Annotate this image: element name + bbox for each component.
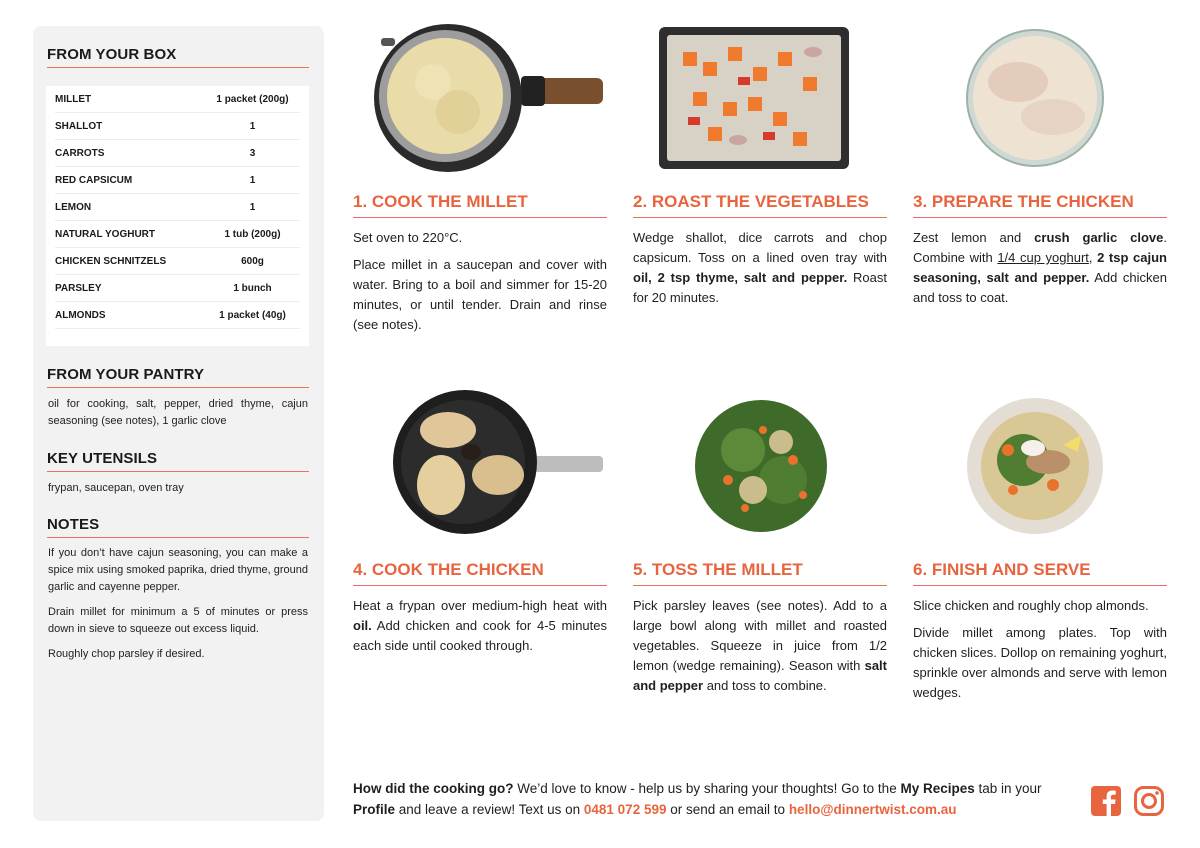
step-2-body — [633, 228, 887, 315]
notes-text — [48, 545, 308, 671]
step-5-text-part: and toss to combine. — [703, 678, 827, 693]
email-link[interactable]: hello@dinnertwist.com.au — [788, 802, 957, 817]
ingredient-name: CARROTS — [55, 147, 105, 159]
step-2-bold-part: oil, 2 tsp thyme, salt and pepper. — [633, 270, 848, 285]
note-item: If you don’t have cajun seasoning, you can make a spice mix using smoked paprika, dried thyme, ground garlic and cayenne pepper. — [48, 547, 308, 593]
step-4-text-part: Add chicken and cook for 4-5 minutes each side until cooked through. — [353, 618, 607, 653]
facebook-icon[interactable] — [1090, 785, 1122, 822]
instagram-icon[interactable] — [1133, 785, 1165, 822]
step-4-text — [353, 596, 607, 656]
ingredient-row — [55, 194, 300, 221]
millet-salad-bowl-photo — [633, 390, 887, 540]
ingredient-row — [55, 302, 300, 329]
note-item: Roughly chop parsley if desired. — [48, 648, 205, 660]
from-your-box-heading: FROM YOUR BOX — [47, 46, 309, 68]
step-3-text-part: Add chicken and toss to coat. — [913, 270, 1168, 305]
ingredient-name: RED CAPSICUM — [55, 174, 133, 186]
step-6-text: Divide millet among plates. Top with chicken slices. Dollop on remaining yoghurt, sprinkle over almonds and serve with lemon wedges. — [913, 625, 1167, 700]
step-1-body — [353, 228, 607, 342]
ingredient-name: SHALLOT — [55, 120, 103, 132]
ingredient-name: MILLET — [55, 93, 92, 105]
step-1-title: 1. COOK THE MILLET — [353, 192, 607, 218]
ingredient-name: LEMON — [55, 201, 92, 213]
step-3-text-part: , — [1088, 250, 1098, 265]
ingredient-qty: 1 packet (200g) — [216, 93, 289, 105]
step-2-title: 2. ROAST THE VEGETABLES — [633, 192, 887, 218]
my-recipes-label: My Recipes — [900, 781, 975, 796]
profile-label: Profile — [353, 802, 396, 817]
ingredients-sidebar — [33, 26, 324, 821]
step-6-body — [913, 596, 1167, 710]
ingredient-qty: 3 — [249, 147, 256, 159]
step-5-text-part: Pick parsley leaves (see notes). Add to a large bowl along with millet and roasted vegetables. Squeeze in juice from 1/2 lemon (wedge remaining). Season with — [633, 598, 887, 673]
step-3-text — [913, 228, 1167, 308]
footer-bold: How did the cooking go? — [353, 781, 514, 796]
review-footer — [353, 778, 1073, 820]
step-1-text: Set oven to 220°C. — [353, 230, 463, 245]
step-4-title: 4. COOK THE CHICKEN — [353, 560, 607, 586]
step-3-bold-part: 2 tsp cajun seasoning, salt and pepper. — [913, 250, 1167, 285]
step-3-underline-part: 1/4 cup yoghurt — [997, 250, 1089, 265]
plated-dish-photo — [913, 390, 1167, 540]
key-utensils-heading: KEY UTENSILS — [47, 450, 309, 472]
footer-text: tab in your — [974, 781, 1042, 796]
step-1-text: Place millet in a saucepan and cover with water. Bring to a boil and simmer for 15-20 minutes, or until tender. Drain and rinse (see notes). — [353, 257, 607, 332]
utensils-list: frypan, saucepan, oven tray — [48, 482, 184, 494]
ingredient-row — [55, 167, 300, 194]
step-6-title: 6. FINISH AND SERVE — [913, 560, 1167, 586]
marinated-chicken-bowl-photo — [913, 22, 1167, 172]
step-2-text-part: Roast for 20 minutes. — [633, 270, 888, 305]
ingredients-table — [46, 86, 309, 346]
note-item: Drain millet for minimum a 5 of minutes or press down in sieve to squeeze out excess liquid. — [48, 606, 308, 635]
ingredient-name: ALMONDS — [55, 309, 106, 321]
phone-link[interactable]: 0481 072 599 — [583, 802, 667, 817]
ingredient-row — [55, 140, 300, 167]
roast-vegetables-tray-photo — [633, 22, 887, 172]
from-your-pantry-heading: FROM YOUR PANTRY — [47, 366, 309, 388]
step-5-body — [633, 596, 887, 703]
ingredient-qty: 1 bunch — [233, 282, 272, 294]
footer-text: or send an email to — [666, 802, 789, 817]
ingredient-name: CHICKEN SCHNITZELS — [55, 255, 167, 267]
step-5-text — [633, 596, 887, 696]
pantry-list: oil for cooking, salt, pepper, dried thyme, cajun seasoning (see notes), 1 garlic clove — [48, 398, 308, 427]
millet-sieve-photo — [353, 22, 607, 172]
ingredient-qty: 1 — [249, 120, 256, 132]
ingredient-name: NATURAL YOGHURT — [55, 228, 155, 240]
ingredient-qty: 1 — [249, 174, 256, 186]
step-2-text — [633, 228, 887, 308]
ingredient-row — [55, 275, 300, 302]
step-4-body — [353, 596, 607, 663]
step-3-text-part: . Combine with — [913, 230, 1167, 265]
step-3-title: 3. PREPARE THE CHICKEN — [913, 192, 1167, 218]
ingredient-qty: 1 — [249, 201, 256, 213]
ingredient-name: PARSLEY — [55, 282, 102, 294]
ingredient-row — [55, 86, 300, 113]
step-5-bold-part: salt and pepper — [633, 658, 887, 693]
step-4-text-part: Heat a frypan over medium-high heat with — [353, 598, 607, 613]
footer-text: and leave a review! Text us on — [395, 802, 584, 817]
step-3-bold-part: crush garlic clove — [1034, 230, 1164, 245]
ingredient-qty: 600g — [241, 255, 264, 267]
ingredient-row — [55, 113, 300, 140]
ingredient-row — [55, 221, 300, 248]
step-2-text-part: Wedge shallot, dice carrots and chop capsicum. Toss on a lined oven tray with — [633, 230, 887, 265]
pantry-text — [48, 396, 308, 438]
notes-heading: NOTES — [47, 516, 309, 538]
utensils-text — [48, 480, 308, 505]
footer-text: We’d love to know - help us by sharing your thoughts! Go to the — [513, 781, 901, 796]
step-3-body — [913, 228, 1167, 315]
step-5-title: 5. TOSS THE MILLET — [633, 560, 887, 586]
step-3-text-part: Zest lemon and — [913, 230, 1035, 245]
chicken-frypan-photo — [353, 390, 607, 540]
step-6-text: Slice chicken and roughly chop almonds. — [913, 598, 1149, 613]
ingredient-qty: 1 tub (200g) — [224, 228, 281, 240]
ingredient-row — [55, 248, 300, 275]
ingredient-qty: 1 packet (40g) — [219, 309, 286, 321]
step-4-bold-part: oil. — [353, 618, 372, 633]
